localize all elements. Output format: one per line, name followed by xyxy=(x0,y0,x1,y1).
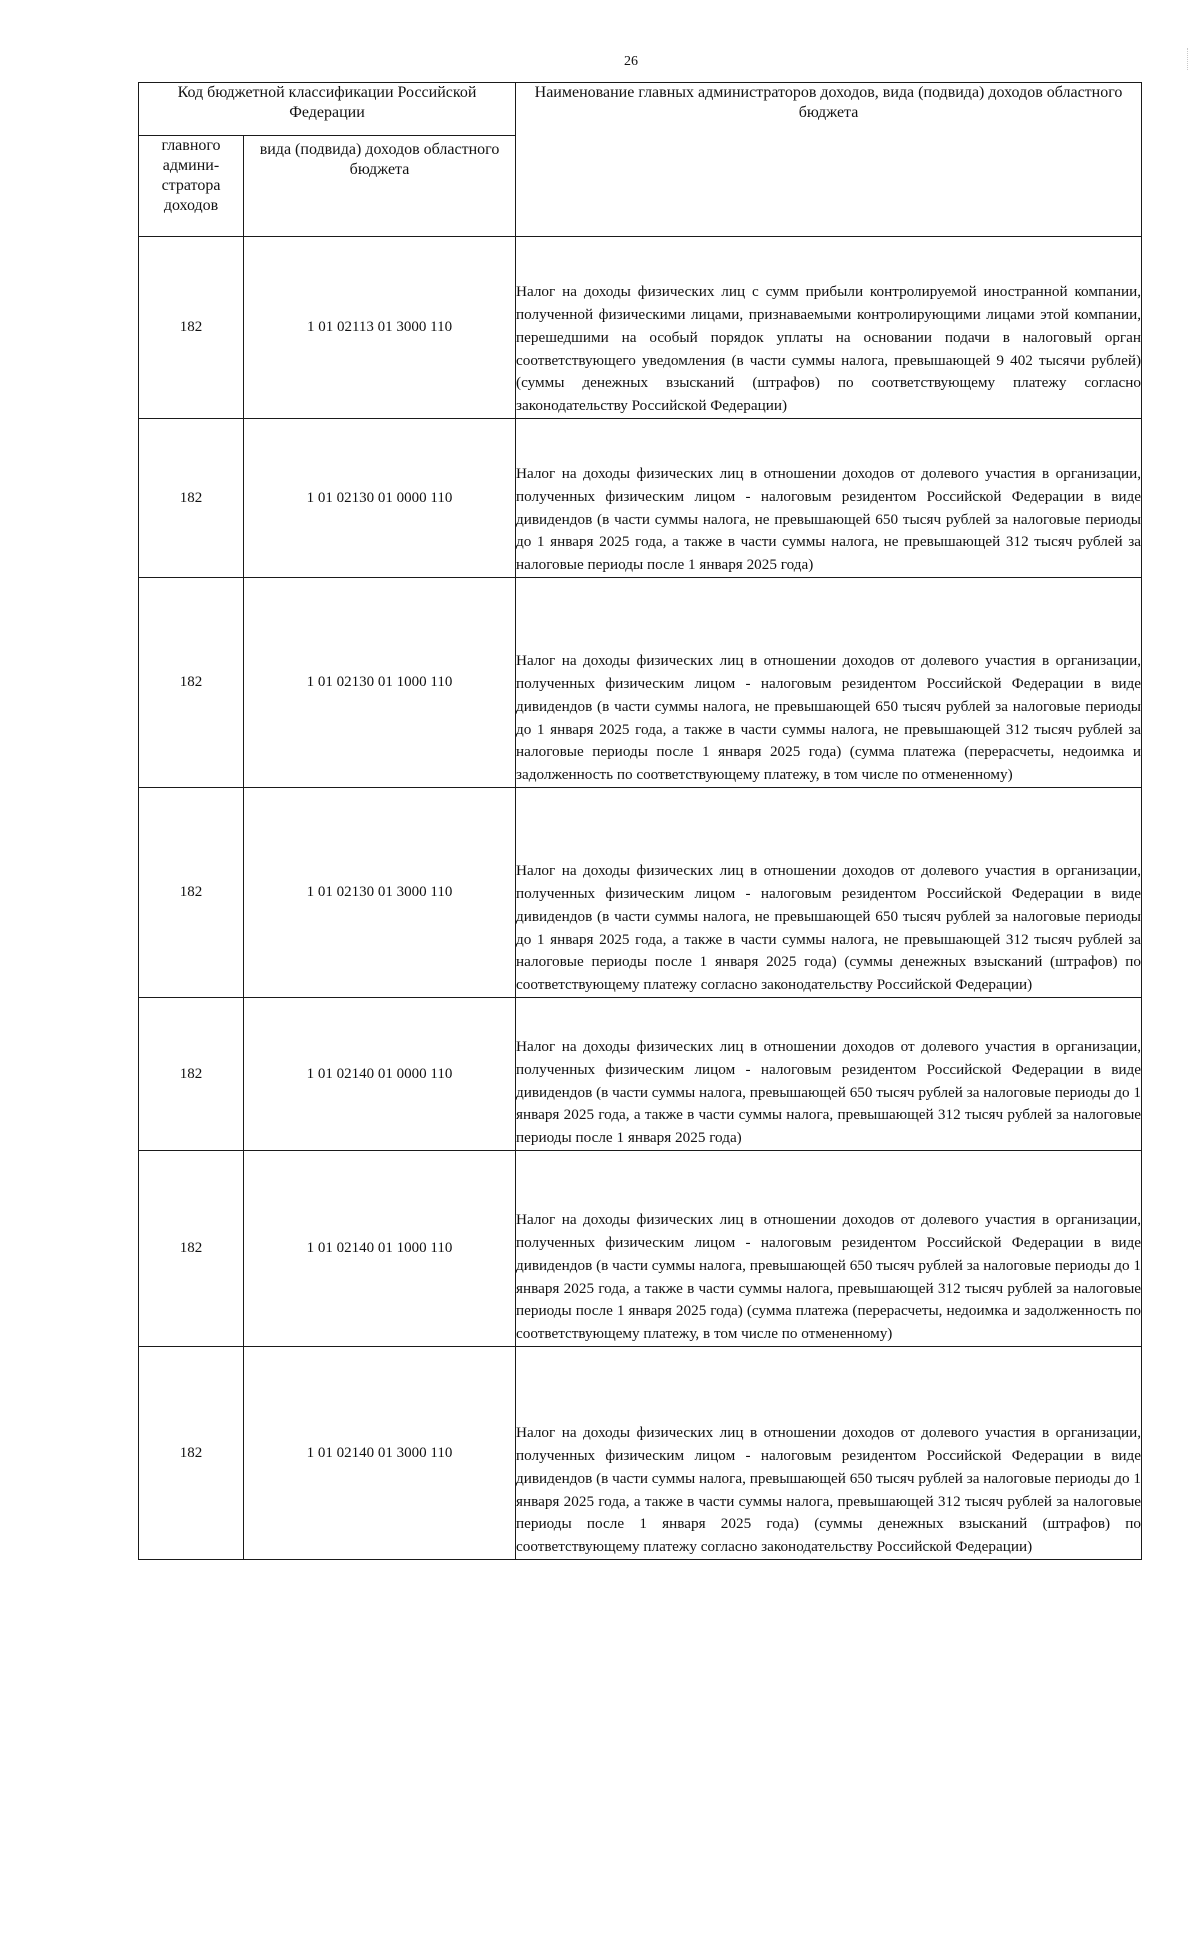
admin-code-cell: 182 xyxy=(139,419,244,578)
kbk-code-cell: 1 01 02113 01 3000 110 xyxy=(244,237,516,419)
header-type-column: вида (подвида) доходов областного бюджета xyxy=(244,136,516,237)
admin-code-cell: 182 xyxy=(139,1347,244,1560)
income-name-cell: Налог на доходы физических лиц с сумм прибыли контролируемой иностранной компании, полученной физическими лицами, признаваемыми контролирующими лицами этой компании, перешедшими на особый порядок уплаты на основании подачи в налоговый орган соответствующего уведомления (в части суммы налога, превышающей 9 402 тысячи рублей) (суммы денежных взысканий (штрафов) по соответствующему платежу согласно законодательству Российской Федерации) xyxy=(516,237,1142,419)
income-name-cell: Налог на доходы физических лиц в отношении доходов от долевого участия в организации, полученных физическим лицом - налоговым резидентом Российской Федерации в виде дивидендов (в части суммы налога, превышающей 650 тысяч рублей за налоговые периоды до 1 января 2025 года, а также в части суммы налога, превышающей 312 тысяч рублей за налоговые периоды после 1 января 2025 года) (суммы денежных взысканий (штрафов) по соответствующему платежу согласно законодательству Российской Федерации) xyxy=(516,1347,1142,1560)
income-name-cell: Налог на доходы физических лиц в отношении доходов от долевого участия в организации, полученных физическим лицом - налоговым резидентом Российской Федерации в виде дивидендов (в части суммы налога, не превышающей 650 тысяч рублей за налоговые периоды до 1 января 2025 года, а также в части суммы налога, не превышающей 312 тысяч рублей за налоговые периоды после 1 января 2025 года) xyxy=(516,419,1142,578)
kbk-code-cell: 1 01 02140 01 0000 110 xyxy=(244,998,516,1151)
kbk-code-cell: 1 01 02140 01 3000 110 xyxy=(244,1347,516,1560)
income-name-cell: Налог на доходы физических лиц в отношении доходов от долевого участия в организации, полученных физическим лицом - налоговым резидентом Российской Федерации в виде дивидендов (в части суммы налога, превышающей 650 тысяч рублей за налоговые периоды до 1 января 2025 года, а также в части суммы налога, превышающей 312 тысяч рублей за налоговые периоды после 1 января 2025 года) (сумма платежа (перерасчеты, недоимка и задолженность по соответствующему платежу, в том числе по отмененному) xyxy=(516,1151,1142,1347)
table-row xyxy=(139,578,1142,788)
scan-artifact xyxy=(1187,48,1191,70)
income-name-cell: Налог на доходы физических лиц в отношении доходов от долевого участия в организации, полученных физическим лицом - налоговым резидентом Российской Федерации в виде дивидендов (в части суммы налога, превышающей 650 тысяч рублей за налоговые периоды до 1 января 2025 года, а также в части суммы налога, превышающей 312 тысяч рублей за налоговые периоды после 1 января 2025 года) xyxy=(516,998,1142,1151)
kbk-code-cell: 1 01 02130 01 3000 110 xyxy=(244,788,516,998)
kbk-code-cell: 1 01 02130 01 0000 110 xyxy=(244,419,516,578)
table-row xyxy=(139,1151,1142,1347)
table-row xyxy=(139,1347,1142,1560)
table-row xyxy=(139,237,1142,419)
table-row xyxy=(139,788,1142,998)
budget-classification-table xyxy=(138,82,1142,1560)
header-kbk-group: Код бюджетной классификации Российской Федерации xyxy=(139,83,516,136)
page-number: 26 xyxy=(624,54,638,69)
table-row xyxy=(139,419,1142,578)
income-name-cell: Налог на доходы физических лиц в отношении доходов от долевого участия в организации, полученных физическим лицом - налоговым резидентом Российской Федерации в виде дивидендов (в части суммы налога, не превышающей 650 тысяч рублей за налоговые периоды до 1 января 2025 года, а также в части суммы налога, не превышающей 312 тысяч рублей за налоговые периоды после 1 января 2025 года) (сумма платежа (перерасчеты, недоимка и задолженность по соответствующему платежу, в том числе по отмененному) xyxy=(516,578,1142,788)
table-row xyxy=(139,998,1142,1151)
admin-code-cell: 182 xyxy=(139,578,244,788)
kbk-code-cell: 1 01 02130 01 1000 110 xyxy=(244,578,516,788)
header-name-column: Наименование главных администраторов доходов, вида (подвида) доходов областного бюджета xyxy=(516,83,1142,237)
income-name-cell: Налог на доходы физических лиц в отношении доходов от долевого участия в организации, полученных физическим лицом - налоговым резидентом Российской Федерации в виде дивидендов (в части суммы налога, не превышающей 650 тысяч рублей за налоговые периоды до 1 января 2025 года, а также в части суммы налога, не превышающей 312 тысяч рублей за налоговые периоды после 1 января 2025 года) (суммы денежных взысканий (штрафов) по соответствующему платежу согласно законодательству Российской Федерации) xyxy=(516,788,1142,998)
admin-code-cell: 182 xyxy=(139,237,244,419)
admin-code-cell: 182 xyxy=(139,998,244,1151)
kbk-code-cell: 1 01 02140 01 1000 110 xyxy=(244,1151,516,1347)
admin-code-cell: 182 xyxy=(139,1151,244,1347)
admin-code-cell: 182 xyxy=(139,788,244,998)
header-admin-column: главного админи-стратора доходов xyxy=(139,136,244,237)
